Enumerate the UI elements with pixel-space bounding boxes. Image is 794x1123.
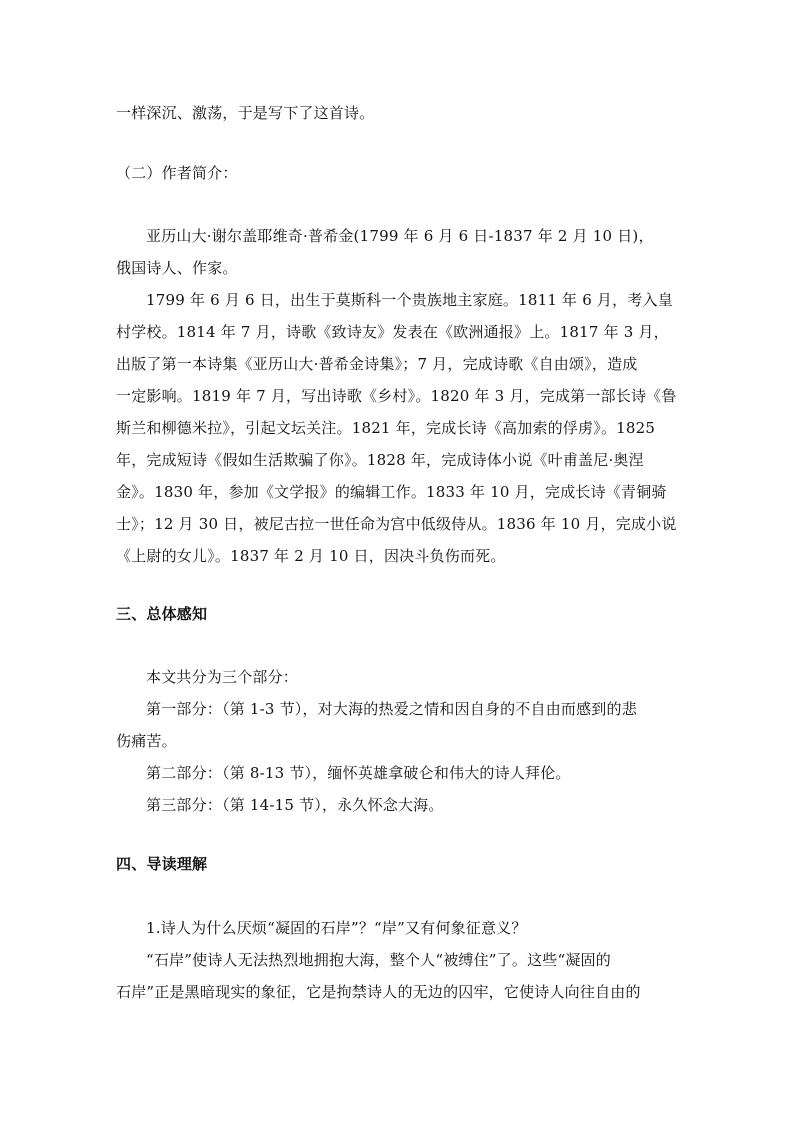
reading-answer-line: 石岸”正是黑暗现实的象征，它是拘禁诗人的无边的囚牢，它使诗人向往自由的	[116, 983, 641, 1001]
author-summary-line: 俄国诗人、作家。	[116, 259, 238, 277]
overview-line: 伤痛苦。	[116, 732, 177, 750]
overview-heading: 三、总体感知	[116, 605, 208, 623]
overview-line: 本文共分为三个部分：	[146, 668, 299, 686]
author-heading: （二）作者简介：	[116, 164, 238, 182]
bio-line: 年，完成短诗《假如生活欺骗了你》。1828 年，完成诗体小说《叶甫盖尼·奥涅	[116, 451, 644, 469]
intro-tail-line: 一样深沉、激荡，于是写下了这首诗。	[116, 104, 375, 122]
overview-line: 第三部分：（第 14-15 节），永久怀念大海。	[146, 796, 444, 814]
reading-question: 1.诗人为什么厌烦“凝固的石岸”？“岸”又有何象征意义？	[146, 919, 527, 937]
reading-heading: 四、导读理解	[116, 855, 208, 873]
bio-line: 一定影响。1819 年 7 月，写出诗歌《乡村》。1820 年 3 月，完成第一部长诗《鲁	[116, 387, 677, 405]
author-summary-line: 亚历山大·谢尔盖耶维奇·普希金(1799 年 6 月 6 日-1837 年 2 月 10 日)，	[146, 227, 654, 245]
overview-line: 第二部分：（第 8-13 节），缅怀英雄拿破仑和伟大的诗人拜伦。	[146, 764, 571, 782]
bio-line: 村学校。1814 年 7 月，诗歌《致诗友》发表在《欧洲通报》上。1817 年 3 月，	[116, 323, 669, 341]
reading-answer-line: “石岸”使诗人无法热烈地拥抱大海，整个人“被缚住”了。这些“凝固的	[146, 951, 611, 969]
bio-line: 士》；12 月 30 日，被尼古拉一世任命为宫中低级侍从。1836 年 10 月，完成小说	[116, 515, 677, 533]
bio-line: 出版了第一本诗集《亚历山大·普希金诗集》；7 月，完成诗歌《自由颂》，造成	[116, 355, 638, 373]
bio-line: 金》。1830 年，参加《文学报》的编辑工作。1833 年 10 月，完成长诗《青铜骑	[116, 483, 667, 501]
overview-line: 第一部分：（第 1-3 节），对大海的热爱之情和因自身的不自由而感到的悲	[146, 700, 637, 718]
bio-line: 《上尉的女儿》。1837 年 2 月 10 日，因决斗负伤而死。	[116, 547, 506, 565]
bio-line: 1799 年 6 月 6 日，出生于莫斯科一个贵族地主家庭。1811 年 6 月，考入皇	[146, 291, 673, 309]
bio-line: 斯兰和柳德米拉》，引起文坛关注。1821 年，完成长诗《高加索的俘虏》。1825	[116, 419, 656, 437]
